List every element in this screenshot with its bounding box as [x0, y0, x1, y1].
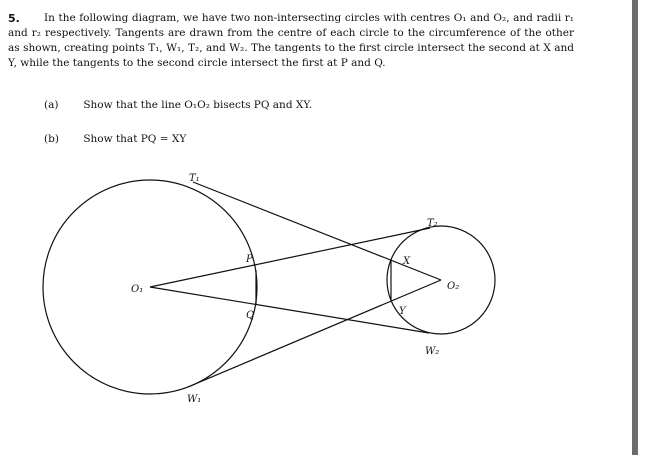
- label-w1: W₁: [187, 394, 202, 405]
- tangent-o1-w2: [150, 287, 429, 333]
- part-b-text: Show that PQ = XY: [83, 133, 187, 145]
- part-b: [44, 133, 186, 145]
- part-b-label: (b): [44, 133, 59, 145]
- part-a-text: Show that the line O₁O₂ bisects PQ and XY.: [83, 99, 313, 111]
- circles-diagram: [0, 160, 520, 420]
- label-y: Y: [399, 306, 406, 317]
- label-w2: W₂: [425, 346, 440, 357]
- page-edge-bar: [632, 0, 638, 455]
- label-t2: T₂: [427, 218, 438, 229]
- problem-statement: In the following diagram, we have two non-intersecting circles with centres O₁ and O₂, and radii r₁ and r₂ respectively. Tangents are drawn from the centre of each circle to the circumference of the other as shown, creating points T₁, W₁, T₂, and W₂. The tangents to the first circle intersect the second at X and Y, while the tangents to the second circle intersect the first at P and Q.: [8, 12, 574, 69]
- tangent-o1-t2: [150, 228, 430, 287]
- label-o1: O₁: [131, 284, 144, 295]
- tangent-o2-w1: [188, 280, 441, 387]
- label-p: P: [246, 254, 253, 265]
- label-o2: O₂: [447, 281, 460, 292]
- part-a-label: (a): [44, 99, 59, 111]
- label-t1: T₁: [189, 173, 200, 184]
- label-q: Q: [246, 310, 255, 321]
- label-x: X: [403, 256, 411, 267]
- part-a: [44, 99, 312, 111]
- problem-number: 5.: [8, 12, 20, 25]
